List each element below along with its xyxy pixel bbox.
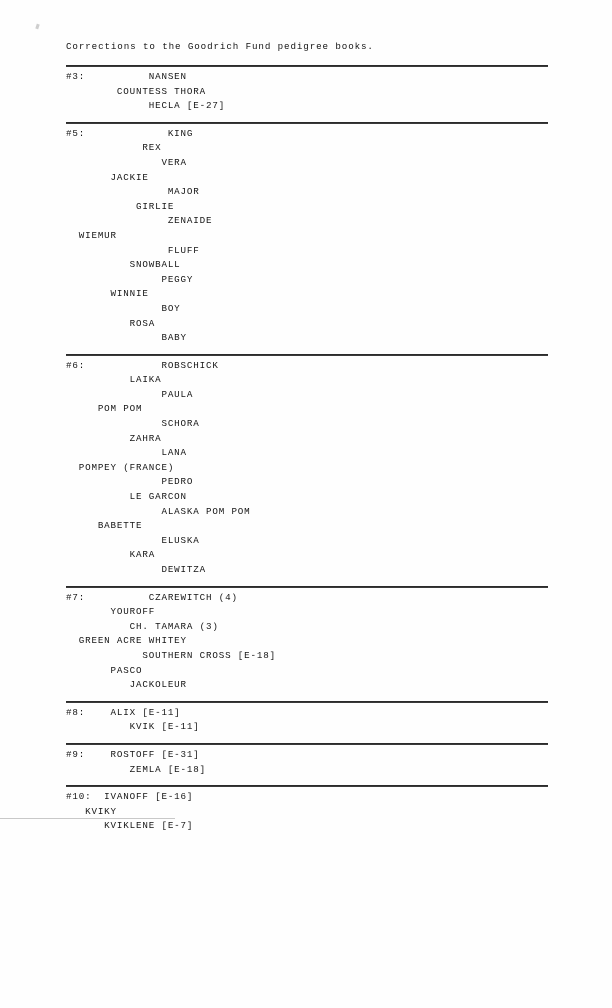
pedigree-line: YOUROFF xyxy=(66,606,156,618)
pedigree-line: SNOWBALL xyxy=(66,259,181,271)
pedigree-line: KVIKLENE [E-7] xyxy=(66,820,194,832)
pedigree-line: CH. TAMARA (3) xyxy=(66,620,219,632)
pedigree-line: ROSA xyxy=(66,317,156,329)
pedigree-line: ZENAIDE xyxy=(66,215,213,227)
pedigree-line: MAJOR xyxy=(66,186,200,198)
pedigree-line: LAIKA xyxy=(66,374,162,386)
pedigree-line: #6: ROBSCHICK xyxy=(66,359,219,371)
pedigree-line: GIRLIE xyxy=(66,200,175,212)
pedigree-line: DEWITZA xyxy=(66,564,206,575)
document-body xyxy=(66,40,548,838)
pedigree-section-8 xyxy=(66,703,548,739)
pedigree-line: ELUSKA xyxy=(66,534,200,546)
pedigree-line: PASCO xyxy=(66,664,143,676)
pedigree-line: FLUFF xyxy=(66,244,200,256)
pedigree-line: GREEN ACRE WHITEY xyxy=(66,635,187,647)
pedigree-section-10 xyxy=(66,787,548,838)
pedigree-line: KVIK [E-11] xyxy=(66,721,200,733)
pedigree-line: #7: CZAREWITCH (4) xyxy=(66,591,238,603)
pedigree-line: POMPEY (FRANCE) xyxy=(66,461,175,473)
pedigree-line: HECLA [E-27] xyxy=(66,100,226,112)
pedigree-line: BOY xyxy=(66,302,181,314)
pedigree-line: LANA xyxy=(66,447,187,459)
pedigree-section-9 xyxy=(66,745,548,781)
pedigree-line: ZEMLA [E-18] xyxy=(66,763,206,775)
pedigree-line: BABETTE xyxy=(66,520,143,532)
pedigree-line: #5: KING xyxy=(66,127,194,139)
pedigree-line: VERA xyxy=(66,156,187,168)
pedigree-line: #8: ALIX [E-11] xyxy=(66,706,181,718)
pedigree-line: ZAHRA xyxy=(66,432,162,444)
pedigree-line: KVIKY xyxy=(66,805,117,817)
pedigree-line: POM POM xyxy=(66,403,143,415)
scan-speck xyxy=(35,24,39,30)
pedigree-section-6 xyxy=(66,356,548,582)
pedigree-section-5 xyxy=(66,124,548,350)
pedigree-line: WIEMUR xyxy=(66,229,117,241)
pedigree-line: ALASKA POM POM xyxy=(66,505,251,517)
pedigree-line: SCHORA xyxy=(66,418,200,430)
pedigree-line: SOUTHERN CROSS [E-18] xyxy=(66,649,276,661)
pedigree-line: COUNTESS THORA xyxy=(66,85,206,97)
pedigree-section-7 xyxy=(66,588,548,697)
pedigree-line: BABY xyxy=(66,332,187,344)
pedigree-line: WINNIE xyxy=(66,288,149,300)
pedigree-line: #10: IVANOFF [E-16] xyxy=(66,791,194,803)
page-title: Corrections to the Goodrich Fund pedigree books. xyxy=(66,41,374,52)
pedigree-line: PEDRO xyxy=(66,476,194,488)
pedigree-line: KARA xyxy=(66,549,156,561)
pedigree-line: PAULA xyxy=(66,388,194,400)
pedigree-section-3 xyxy=(66,67,548,118)
pedigree-line: JACKOLEUR xyxy=(66,679,187,691)
pedigree-line: #9: ROSTOFF [E-31] xyxy=(66,748,200,760)
pedigree-line: LE GARCON xyxy=(66,491,187,503)
pedigree-line: PEGGY xyxy=(66,273,194,285)
pedigree-line: REX xyxy=(66,142,162,154)
pedigree-line: #3: NANSEN xyxy=(66,71,187,82)
pedigree-line: JACKIE xyxy=(66,171,149,183)
